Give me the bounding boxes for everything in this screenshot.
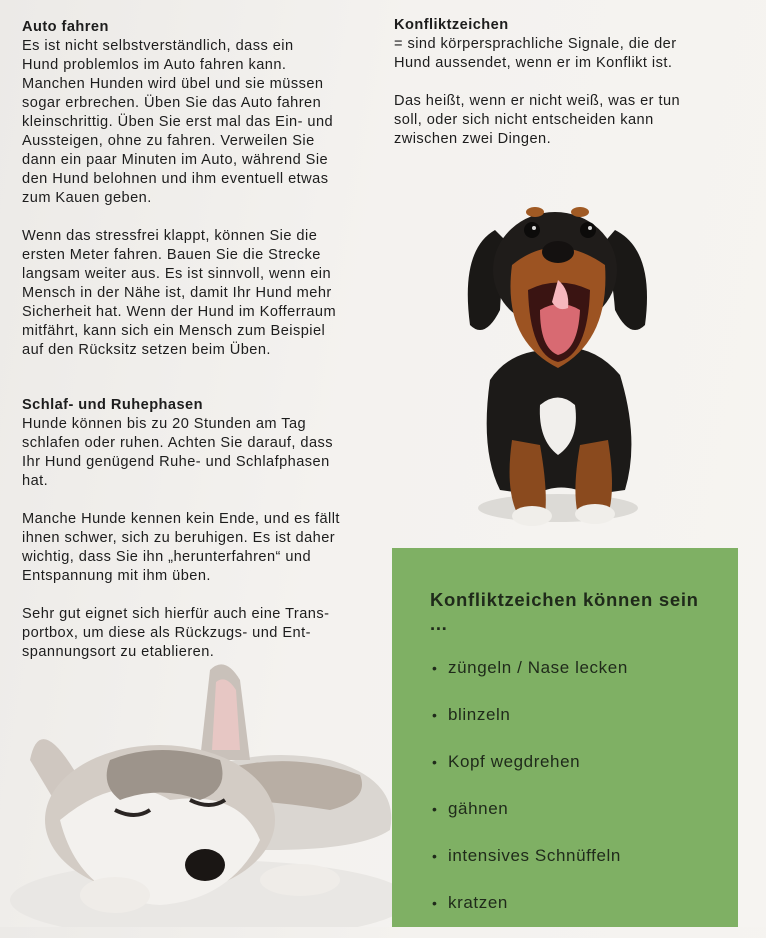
bullet-icon: • <box>432 707 438 723</box>
list-item <box>432 797 628 844</box>
paragraph-schlaf-3: Sehr gut eignet sich hierfür auch eine Trans- portbox, um diese als Rückzugs- und Ent- spannungsort zu etablieren. <box>22 606 330 660</box>
list-item-label: intensives Schnüffeln <box>448 846 621 865</box>
paragraph-schlaf-1: Hunde können bis zu 20 Stunden am Tag schlafen oder ruhen. Achten Sie darauf, dass Ihr Hund genügend Ruhe- und Schlafphasen hat. <box>22 416 334 489</box>
heading-konfliktzeichen: Konfliktzeichen <box>394 17 509 33</box>
list-item <box>432 656 628 703</box>
list-item-label: blinzeln <box>448 705 511 724</box>
konfliktzeichen-box <box>392 548 738 927</box>
paragraph-konflikt-1: = sind körpersprachliche Signale, die der Hund aussendet, wenn er im Konflikt ist. <box>394 36 677 71</box>
box-title: Konfliktzeichen können sein ... <box>430 589 699 634</box>
bullet-icon: • <box>432 754 438 770</box>
paragraph-schlaf-2: Manche Hunde kennen kein Ende, und es fällt ihnen schwer, sich zu beruhigen. Es ist daher wichtig, dass Sie ihn „herunterfahren“ und Entspannung mit ihm üben. <box>22 511 340 584</box>
heading-schlaf-ruhephasen: Schlaf- und Ruhephasen <box>22 397 203 413</box>
dachshund-puppy-image <box>440 190 670 530</box>
list-item <box>432 750 628 797</box>
list-item-label: gähnen <box>448 799 509 818</box>
list-item <box>432 844 628 891</box>
konfliktzeichen-list <box>432 656 628 938</box>
list-item-label: züngeln / Nase lecken <box>448 658 628 677</box>
paragraph-auto-1: Es ist nicht selbstverständlich, dass ein Hund problemlos im Auto fahren kann. Manchen Hunden wird übel und sie müssen sogar erbrechen. Üben Sie das Auto fahren kleinschrittig. Üben Sie erst mal das Ein- und Aussteigen, ohne zu fahren. Verweilen Sie dann ein paar Minuten im Auto, während Sie den Hund belohnen und ihm eventuell etwas zum Kauen geben. <box>22 38 334 206</box>
bullet-icon: • <box>432 660 438 676</box>
bullet-icon: • <box>432 848 438 864</box>
paragraph-konflikt-2: Das heißt, wenn er nicht weiß, was er tun soll, oder sich nicht entscheiden kann zwischen zwei Dingen. <box>394 93 681 147</box>
husky-puppy-image <box>0 650 400 927</box>
list-item-label: kratzen <box>448 893 508 912</box>
bullet-icon: • <box>432 801 438 817</box>
section-auto-fahren <box>22 18 382 360</box>
list-item-label: Kopf wegdrehen <box>448 752 581 771</box>
section-schlaf-ruhephasen <box>22 396 382 662</box>
list-item <box>432 891 628 938</box>
bullet-icon: • <box>432 895 438 911</box>
list-item <box>432 703 628 750</box>
paragraph-auto-2: Wenn das stressfrei klappt, können Sie die ersten Meter fahren. Bauen Sie die Strecke langsam weiter aus. Es ist sinnvoll, wenn ein Mensch in der Nähe ist, damit Ihr Hund mehr Sicherheit hat. Wenn der Hund im Kofferraum mitfährt, kann sich ein Mensch zum Beispiel auf den Rücksitz setzen beim Üben. <box>22 228 337 358</box>
section-konfliktzeichen <box>394 16 744 149</box>
heading-auto-fahren: Auto fahren <box>22 19 109 35</box>
